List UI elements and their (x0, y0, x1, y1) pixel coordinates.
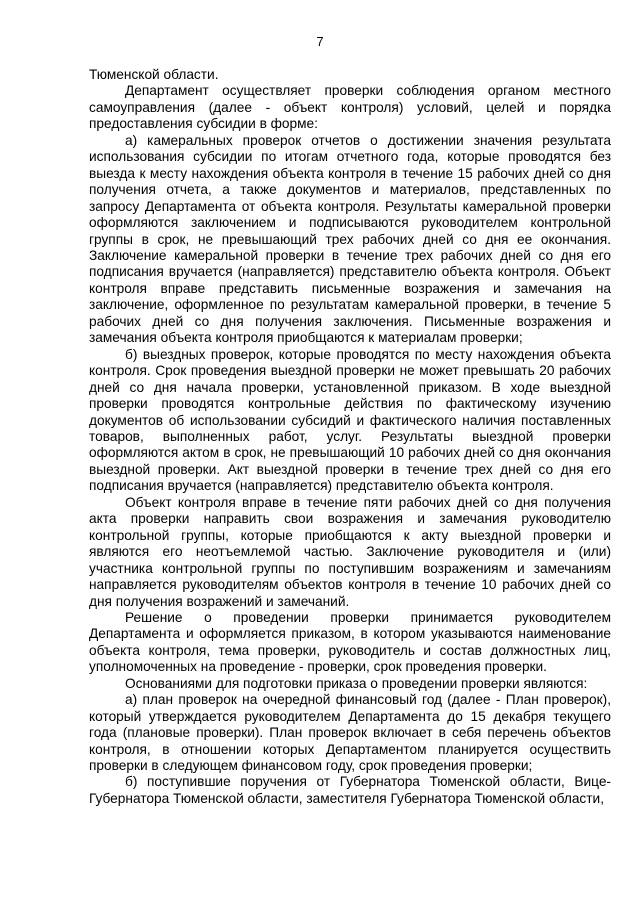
paragraph-grounds-intro: Основаниями для подготовки приказа о проведении проверки являются: (125, 675, 588, 691)
paragraph-objections: Объект контроля вправе в течение пяти рабочих дней со дня получения акта проверки направить свои возражения и замечания руководителю контрольной группы, которые приобщаются к акту выездной проверки и являются его неотъемлемой частью. Заключение руководителя и (или) участника контрольной группы по поступившим возражениям и замечаниям направляется руководителям объектов контроля в течение 10 рабочих дней со дня получения возражений и замечаний. (89, 494, 611, 609)
paragraph-field-audits: б) выездных проверок, которые проводятся по месту нахождения объекта контроля. Срок проведения выездной проверки не может превышать 20 рабочих дней со дня начала проверки, установленной приказом. В ходе выездной проверки проводятся контрольные действия по фактическому изучению документов об использовании субсидий и фактического наличия поставленных товаров, выполненных работ, услуг. Результаты выездной проверки оформляются актом в срок, не превышающий 10 рабочих дней со дня окончания выездной проверки. Акт выездной проверки в течение трех дней со дня его подписания вручается (направляется) представителю объекта контроля. (89, 346, 611, 494)
document-body (89, 67, 611, 807)
page-number: 7 (316, 34, 324, 49)
paragraph-governor-orders: б) поступившие поручения от Губернатора Тюменской области, Вице-Губернатора Тюменской области, заместителя Губернатора Тюменской области, (89, 774, 611, 806)
paragraph-inspection-plan: а) план проверок на очередной финансовый год (далее - План проверок), который утверждается руководителем Департамента до 15 декабря текущего года (плановые проверки). План проверок включает в себя перечень объектов контроля, в отношении которых Департаментом планируется осуществить проверки в следующем финансовом году, срок проведения проверки; (89, 692, 611, 774)
paragraph-desk-audits: а) камеральных проверок отчетов о достижении значения результата использования субсидии по итогам отчетного года, которые проводятся без выезда к месту нахождения объекта контроля в течение 15 рабочих дней со дня получения отчета, а также документов и материалов, представленных по запросу Департамента от объекта контроля. Результаты камеральной проверки оформляются заключением и подписываются руководителем контрольной группы в срок, не превышающий трех рабочих дней со дня ее окончания. Заключение камеральной проверки в течение трех рабочих дней со дня его подписания вручается (направляется) представителю объекта контроля. Объект контроля вправе представить письменные возражения и замечания на заключение, оформленное по результатам камеральной проверки, в течение 5 рабочих дней со дня получения заключения. Письменные возражения и замечания объекта контроля приобщаются к материалам проверки; (89, 132, 611, 346)
paragraph-continuation: Тюменской области. (89, 67, 219, 82)
paragraph-inspections-intro: Департамент осуществляет проверки соблюдения органом местного самоуправления (далее - объект контроля) условий, целей и порядка предоставления субсидии в форме: (89, 83, 611, 132)
paragraph-decision: Решение о проведении проверки принимается руководителем Департамента и оформляется приказом, в котором указываются наименование объекта контроля, тема проверки, руководитель и состав должностных лиц, уполномоченных на проведение - проверки, срок проведения проверки. (89, 609, 611, 675)
